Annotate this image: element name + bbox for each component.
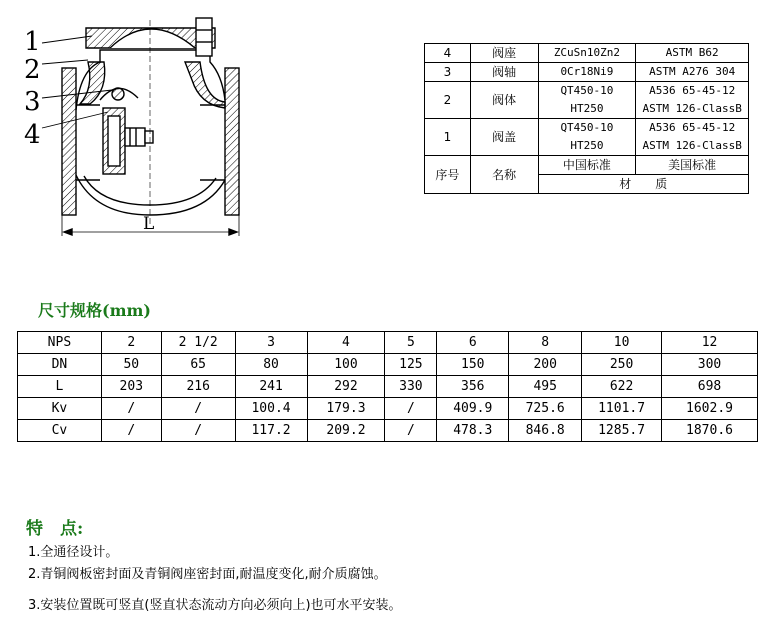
part-name: 阀座	[470, 44, 538, 63]
table-cell: 1870.6	[662, 420, 758, 442]
table-cell: 250	[582, 354, 662, 376]
table-cell: 5	[385, 332, 437, 354]
cn-material: QT450-10	[538, 119, 636, 138]
table-cell: 725.6	[509, 398, 582, 420]
table-cell: 100.4	[235, 398, 307, 420]
table-row	[425, 63, 749, 82]
table-cell: 1285.7	[582, 420, 662, 442]
table-cell: /	[101, 398, 161, 420]
table-cell: 203	[101, 376, 161, 398]
callout-2: 2	[24, 55, 41, 85]
part-no: 1	[425, 119, 471, 156]
feature-item-2: 2.青铜阀板密封面及青铜阀座密封面,耐温度变化,耐介质腐蚀。	[28, 567, 387, 582]
table-cell: /	[161, 398, 235, 420]
callout-3: 3	[24, 87, 41, 117]
callout-1: 1	[24, 27, 41, 57]
table-cell: 12	[662, 332, 758, 354]
table-cell: 1602.9	[662, 398, 758, 420]
table-header-row	[425, 156, 749, 175]
materials-table	[424, 43, 749, 194]
table-row	[18, 354, 758, 376]
table-row	[425, 119, 749, 138]
cn-material: 0Cr18Ni9	[538, 63, 636, 82]
row-label: Kv	[18, 398, 102, 420]
header-us-standard: 美国标准	[636, 156, 749, 175]
table-cell: 241	[235, 376, 307, 398]
us-material: ASTM B62	[636, 44, 749, 63]
part-no: 2	[425, 82, 471, 119]
dimension-label-L: L	[143, 214, 155, 234]
table-cell: 50	[101, 354, 161, 376]
table-cell: 1101.7	[582, 398, 662, 420]
part-name: 阀盖	[470, 119, 538, 156]
dimensions-title: 尺寸规格(mm)	[38, 301, 152, 320]
table-cell: 4	[307, 332, 385, 354]
table-cell: /	[101, 420, 161, 442]
table-cell: 10	[582, 332, 662, 354]
table-row	[18, 420, 758, 442]
table-cell: 8	[509, 332, 582, 354]
table-cell: /	[385, 420, 437, 442]
table-cell: 65	[161, 354, 235, 376]
header-name: 名称	[470, 156, 538, 194]
row-label: DN	[18, 354, 102, 376]
cn-material: HT250	[538, 100, 636, 119]
row-label: Cv	[18, 420, 102, 442]
part-name: 阀轴	[470, 63, 538, 82]
table-cell: 200	[509, 354, 582, 376]
table-cell: /	[385, 398, 437, 420]
table-cell: 622	[582, 376, 662, 398]
table-row	[18, 376, 758, 398]
table-row	[425, 44, 749, 63]
table-cell: 150	[437, 354, 509, 376]
part-name: 阀体	[470, 82, 538, 119]
us-material: ASTM A276 304	[636, 63, 749, 82]
cn-material: QT450-10	[538, 82, 636, 101]
features-title: 特 点:	[26, 519, 84, 539]
row-label: NPS	[18, 332, 102, 354]
table-cell: 209.2	[307, 420, 385, 442]
part-no: 4	[425, 44, 471, 63]
table-cell: 330	[385, 376, 437, 398]
table-cell: 300	[662, 354, 758, 376]
table-cell: 478.3	[437, 420, 509, 442]
table-cell: 3	[235, 332, 307, 354]
valve-cross-section-drawing	[0, 0, 260, 245]
table-cell: 2 1/2	[161, 332, 235, 354]
table-row	[18, 332, 758, 354]
dimensions-table	[17, 331, 758, 442]
table-cell: 100	[307, 354, 385, 376]
us-material: ASTM 126-ClassB	[636, 100, 749, 119]
table-cell: 125	[385, 354, 437, 376]
table-cell: 409.9	[437, 398, 509, 420]
table-cell: /	[161, 420, 235, 442]
us-material: ASTM 126-ClassB	[636, 137, 749, 156]
cn-material: HT250	[538, 137, 636, 156]
us-material: A536 65-45-12	[636, 82, 749, 101]
feature-item-1: 1.全通径设计。	[28, 545, 119, 560]
table-cell: 356	[437, 376, 509, 398]
table-cell: 80	[235, 354, 307, 376]
feature-item-3: 3.安装位置既可竖直(竖直状态流动方向必须向上)也可水平安装。	[28, 598, 402, 613]
table-cell: 495	[509, 376, 582, 398]
cn-material: ZCuSn10Zn2	[538, 44, 636, 63]
table-cell: 179.3	[307, 398, 385, 420]
table-row	[18, 398, 758, 420]
table-cell: 6	[437, 332, 509, 354]
table-cell: 846.8	[509, 420, 582, 442]
table-cell: 698	[662, 376, 758, 398]
callout-4: 4	[24, 120, 41, 150]
part-no: 3	[425, 63, 471, 82]
table-cell: 292	[307, 376, 385, 398]
header-cn-standard: 中国标准	[538, 156, 636, 175]
header-material: 材 质	[538, 175, 748, 194]
row-label: L	[18, 376, 102, 398]
table-cell: 117.2	[235, 420, 307, 442]
table-row	[425, 82, 749, 101]
us-material: A536 65-45-12	[636, 119, 749, 138]
header-no: 序号	[425, 156, 471, 194]
table-cell: 216	[161, 376, 235, 398]
table-cell: 2	[101, 332, 161, 354]
